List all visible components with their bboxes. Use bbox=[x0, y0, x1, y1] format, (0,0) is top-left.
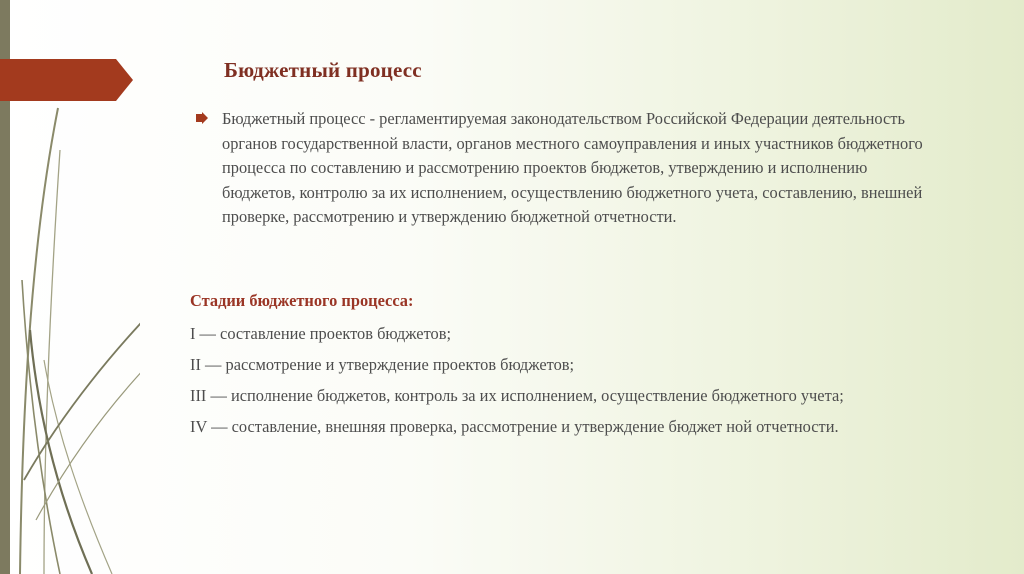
definition-bullet bbox=[196, 107, 931, 230]
title-arrow-shape bbox=[0, 59, 134, 101]
stage-item-1: I — составление проектов бюджетов; bbox=[190, 324, 452, 343]
slide-title: Бюджетный процесс bbox=[224, 58, 422, 82]
stage-item-2: II — рассмотрение и утверждение проектов бюджетов; bbox=[190, 355, 575, 374]
definition-text: Бюджетный процесс - регламентируемая законодательством Российской Федерации деятельность органов государственной власти, органов местного самоуправления и иных участников бюджетного процесса по составлению и рассмотрению проектов бюджетов, утверждению и исполнению бюджетов, контролю за их исполнением, осуществлению бюджетного учета, составлению, внешней проверке, рассмотрению и утверждению бюджетной отчетности. bbox=[222, 109, 923, 226]
right-arrow-bullet-icon bbox=[196, 112, 208, 124]
stage-item-3: III — исполнение бюджетов, контроль за их исполнением, осуществление бюджетного учета; bbox=[190, 386, 844, 405]
stages-heading: Стадии бюджетного процесса: bbox=[190, 291, 414, 310]
stage-item-4: IV — составление, внешняя проверка, рассмотрение и утверждение бюджет ной отчетности. bbox=[190, 417, 839, 436]
stages-section bbox=[190, 289, 930, 447]
